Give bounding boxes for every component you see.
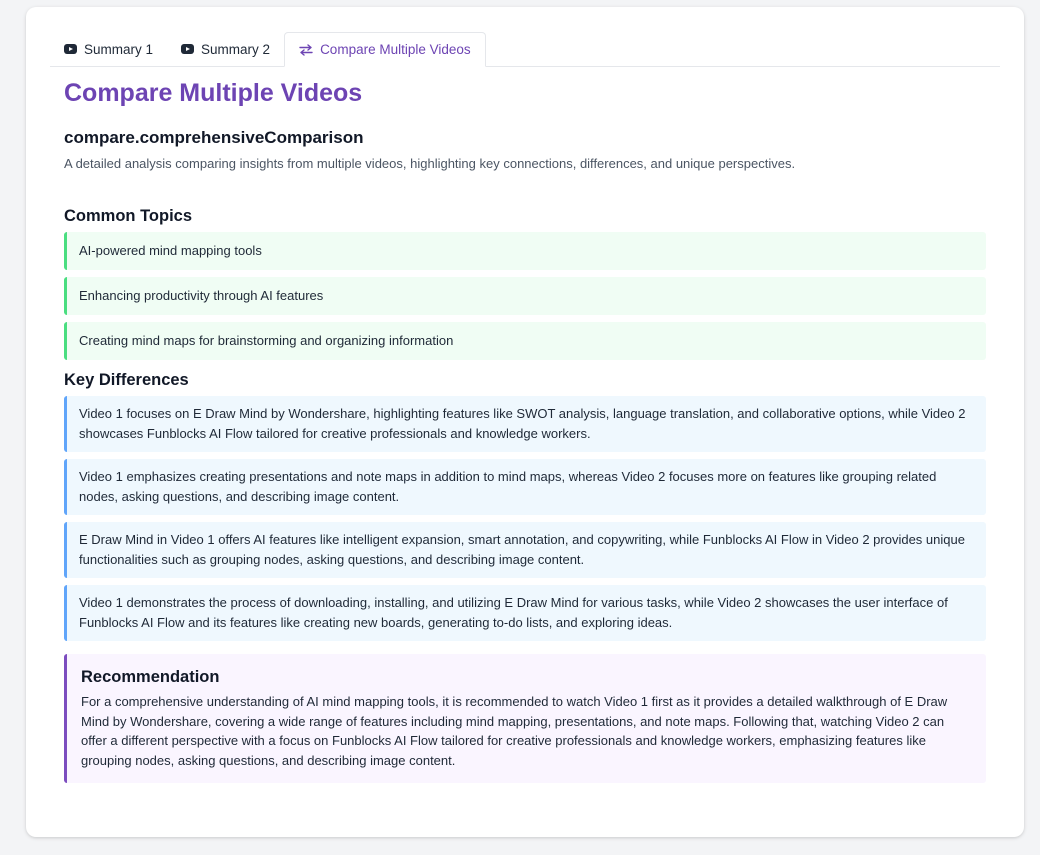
- common-topics-list: [64, 232, 986, 360]
- comparison-description: A detailed analysis comparing insights from multiple videos, highlighting key connections, differences, and unique perspectives.: [64, 156, 796, 171]
- recommendation-text: For a comprehensive understanding of AI mind mapping tools, it is recommended to watch Video 1 first as it provides a detailed walkthrough of E Draw Mind by Wondershare, covering a wide range of features including mind mapping, presentations, and note maps. Following that, watching Video 2 can offer a different perspective with a focus on Funblocks AI Flow tailored for creative professionals and knowledge workers, emphasizing features like grouping nodes, asking questions, and describing image content.: [81, 694, 948, 768]
- key-differences-list: [64, 396, 986, 641]
- tab-label: Summary 2: [201, 41, 271, 57]
- common-topic-item: AI-powered mind mapping tools: [64, 232, 986, 270]
- comparison-content: [64, 77, 986, 783]
- comparison-subtitle: compare.comprehensiveComparison: [64, 128, 364, 147]
- common-topic-item: Creating mind maps for brainstorming and organizing information: [64, 322, 986, 360]
- key-difference-item: E Draw Mind in Video 1 offers AI features like intelligent expansion, smart annotation, and copywriting, while Funblocks AI Flow in Video 2 provides unique functionalities such as grouping nodes, asking questions, and describing image content.: [64, 522, 986, 578]
- youtube-icon: [181, 44, 194, 54]
- key-difference-item: Video 1 emphasizes creating presentations and note maps in addition to mind maps, whereas Video 2 focuses more on features like grouping related nodes, asking questions, and describing image content.: [64, 459, 986, 515]
- tab-summary-2[interactable]: [167, 32, 284, 66]
- tab-bar: [50, 33, 1000, 67]
- recommendation-heading: Recommendation: [81, 668, 220, 686]
- comparison-card: [26, 7, 1024, 837]
- key-differences-heading: Key Differences: [64, 371, 189, 389]
- recommendation-box: [64, 654, 986, 783]
- key-difference-item: Video 1 focuses on E Draw Mind by Wondershare, highlighting features like SWOT analysis, language translation, and collaborative options, while Video 2 showcases Funblocks AI Flow tailored for creative professionals and knowledge workers.: [64, 396, 986, 452]
- youtube-icon: [64, 44, 77, 54]
- common-topics-heading: Common Topics: [64, 207, 193, 225]
- key-difference-item: Video 1 demonstrates the process of downloading, installing, and utilizing E Draw Mind for various tasks, while Video 2 showcases the user interface of Funblocks AI Flow and its features like creating new boards, generating to-do lists, and exploring ideas.: [64, 585, 986, 641]
- tab-compare-multiple-videos[interactable]: [284, 32, 486, 67]
- common-topic-item: Enhancing productivity through AI features: [64, 277, 986, 315]
- tab-summary-1[interactable]: [50, 32, 167, 66]
- tab-label: Compare Multiple Videos: [320, 42, 471, 57]
- swap-arrows-icon: [299, 44, 313, 56]
- page-title: Compare Multiple Videos: [64, 79, 363, 107]
- tab-label: Summary 1: [84, 41, 154, 57]
